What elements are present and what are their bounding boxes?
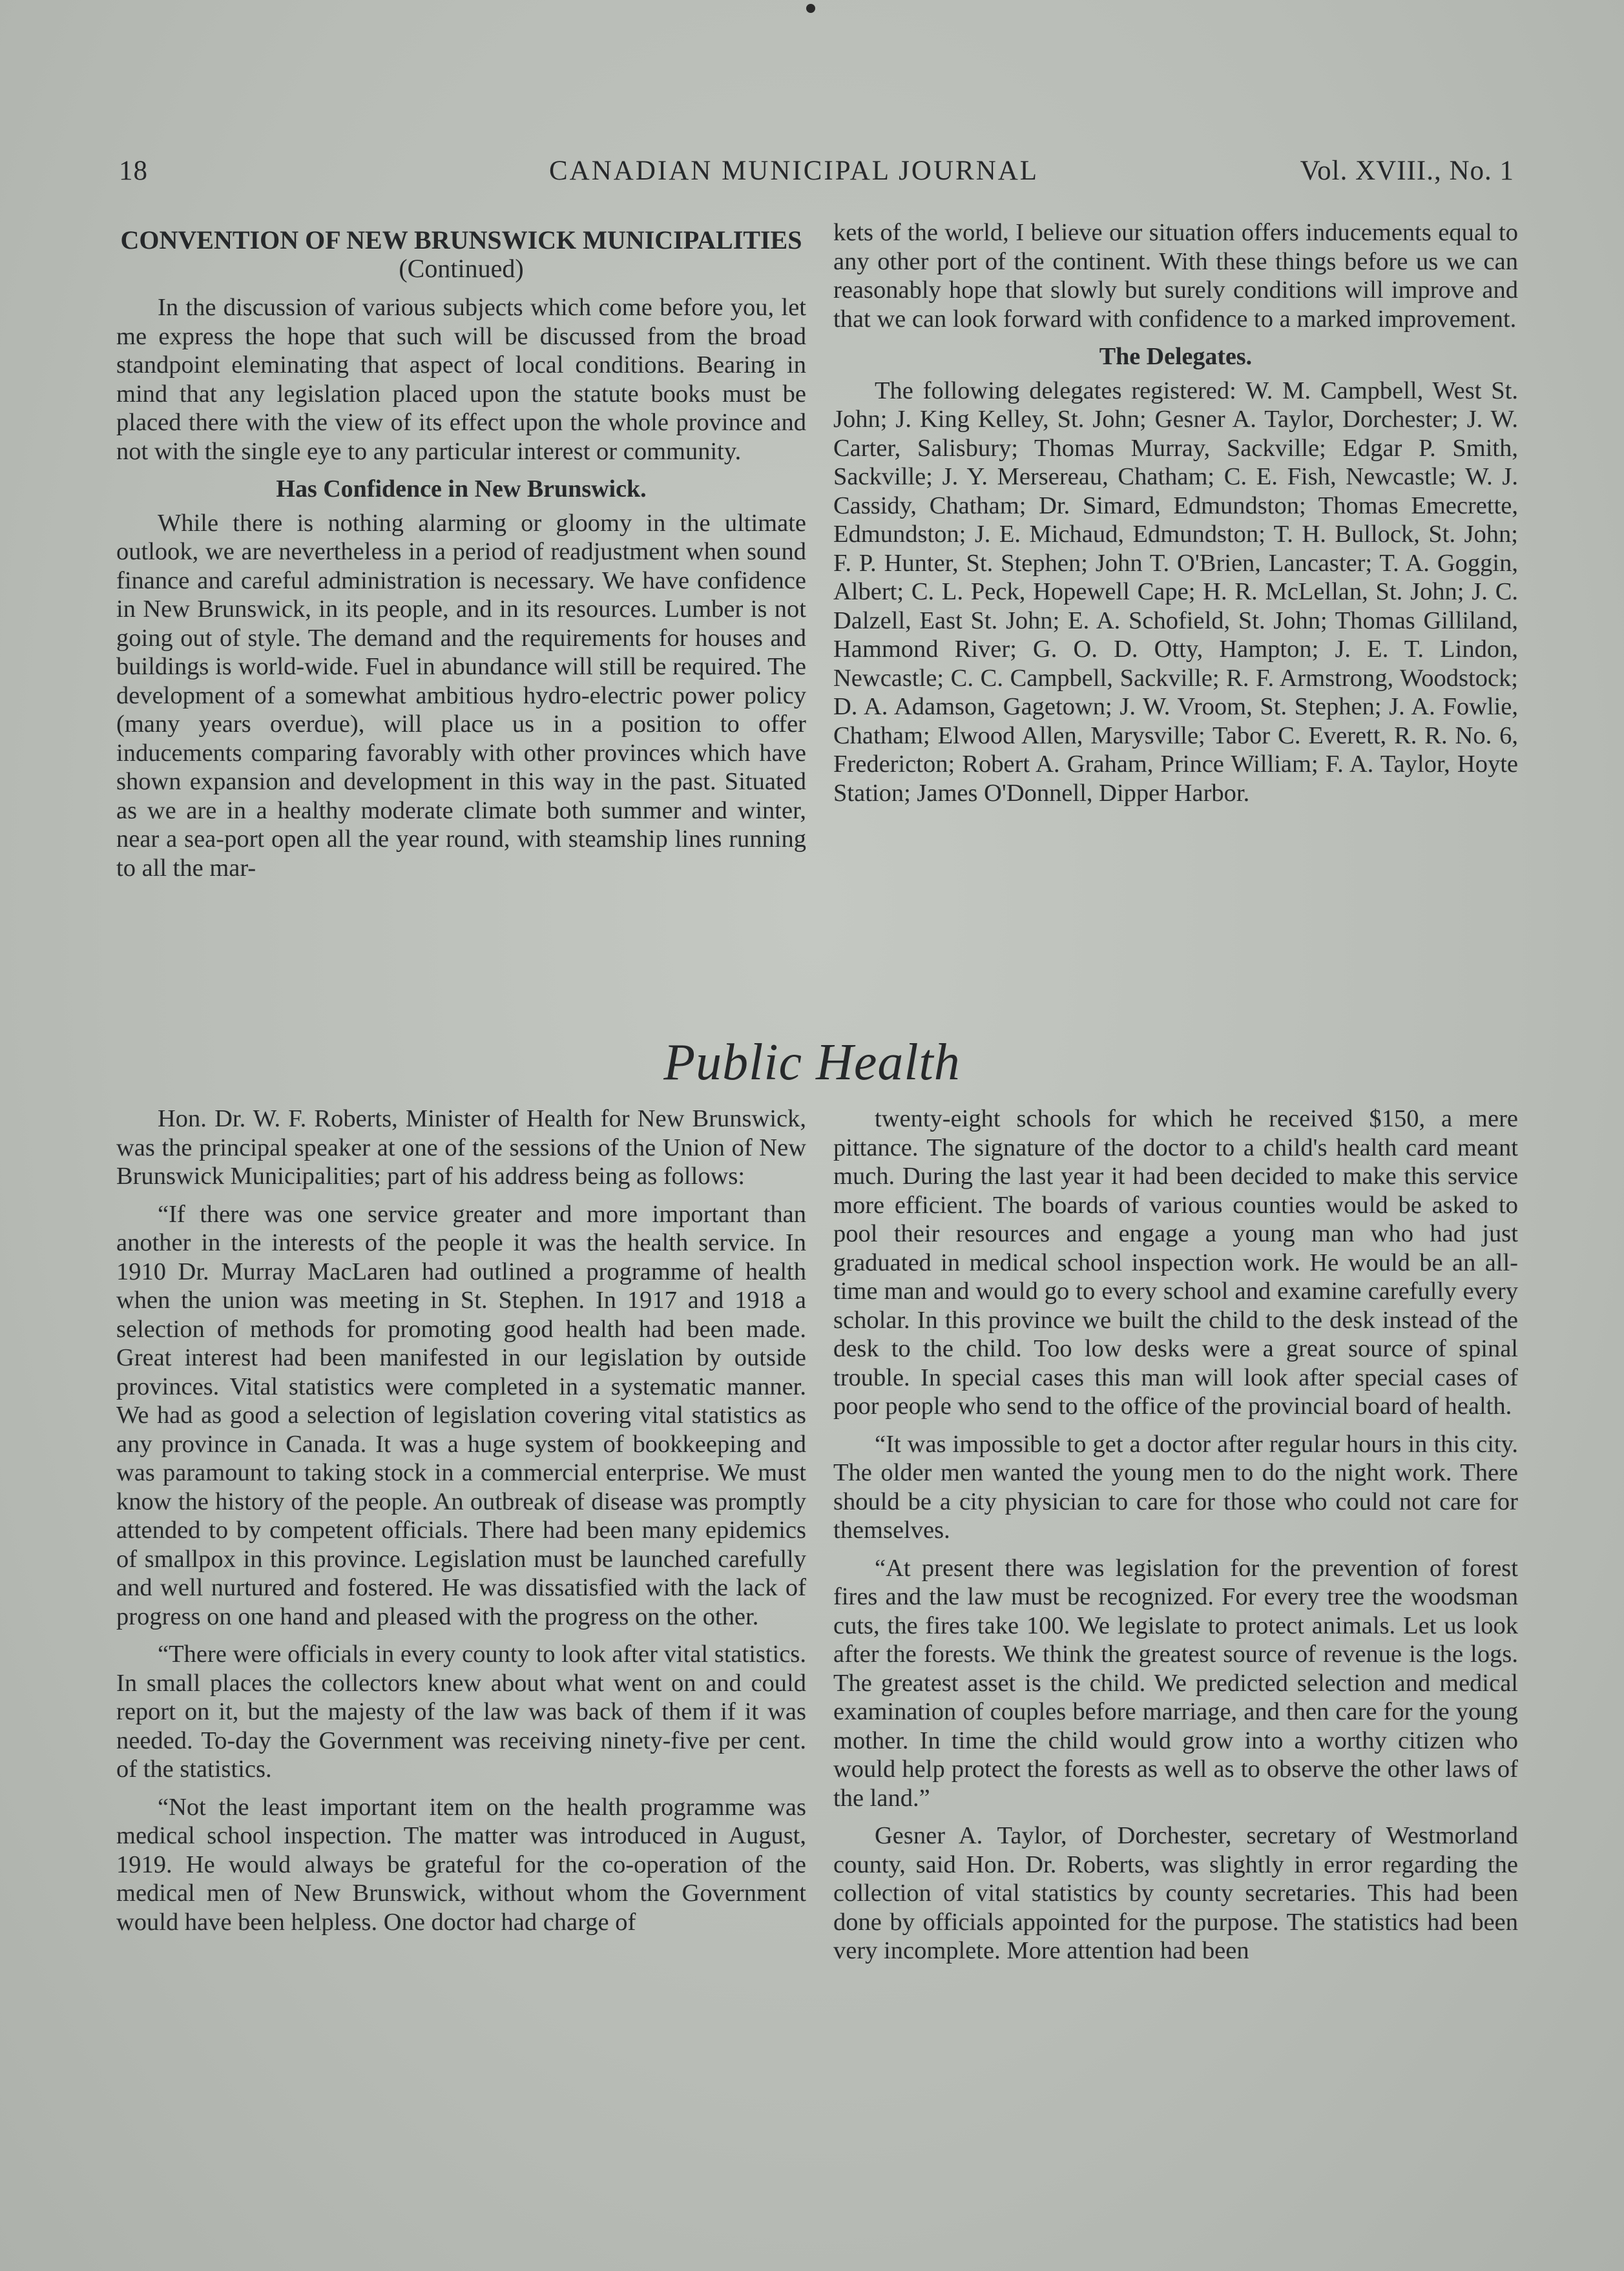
confidence-subheading: Has Confidence in New Brunswick. xyxy=(276,475,647,503)
convention-column-right xyxy=(833,218,1518,816)
convention-paragraph: In the discussion of various subjects which come before you, let me express the hope that such will be discussed from the broad standpoint eleminating that aspect of local conditions. Bearing in mind that any legislation placed upon the statute books must be placed there with the view of its effect upon the whole province and not with the single eye to any particular interest or community. xyxy=(116,294,806,465)
health-paragraph: “If there was one service greater and more important than another in the interests of the people it was the health service. In 1910 Dr. Murray MacLaren had outlined a programme of health when the union was meeting in St. Stephen. In 1917 and 1918 a selection of methods for promoting good health had been made. Great interest had been manifested in our legislation by outside provinces. Vital statistics were completed in a systematic manner. We had as good a selection of legislation covering vital statistics as any province in Canada. It was a huge system of bookkeeping and was paramount to taking stock in a commercial enterprise. We must know the history of the people. An outbreak of disease was promptly attended to by competent officials. There had been many epidemics of smallpox in this province. Legislation must be launched carefully and well nurtured and fostered. He was dissatisfied with the lack of progress on one hand and pleased with the progress on the other. xyxy=(116,1200,806,1630)
journal-title: CANADIAN MUNICIPAL JOURNAL xyxy=(549,156,1039,186)
volume-label: Vol. XVIII., No. 1 xyxy=(1300,156,1514,186)
convention-title xyxy=(116,226,806,283)
health-paragraph: “Not the least important item on the health programme was medical school inspection. The matter was introduced in August, 1919. He would always be grateful for the co-operation of the medical men of New Brunswick, without whom the Government would have been helpless. One doctor had charge of xyxy=(116,1793,806,1936)
continued-label: (Continued) xyxy=(399,254,524,283)
convention-title-text: CONVENTION OF NEW BRUNSWICK MUNICIPALITIES xyxy=(120,225,802,254)
delegates-list: The following delegates registered: W. M. Campbell, West St. John; J. King Kelley, St. John; Gesner A. Taylor, Dorchester; J. W. Carter, Salisbury; Thomas Murray, Sackville; Edgar P. Smith, Sackville; J. Y. Mersereau, Chatham; C. E. Fish, Newcastle; W. J. Cassidy, Chatham; Dr. Simard, Edmundston; Thomas Emecrette, Edmundston; J. E. Michaud, Edmundston; T. H. Bullock, St. John; F. P. Hunter, St. Stephen; John T. O'Brien, Lancaster; T. A. Goggin, Albert; C. L. Peck, Hopewell Cape; H. R. McLellan, St. John; J. C. Dalzell, East St. John; E. A. Schofield, St. John; Thomas Gilliland, Hammond River; G. O. D. Otty, Hampton; J. E. T. Lindon, Newcastle; C. C. Campbell, Sackville; R. F. Armstrong, Woodstock; D. A. Adamson, Gagetown; J. W. Vroom, St. Stephen; J. A. Fowlie, Chatham; Elwood Allen, Marysville; Tabor C. Everett, R. R. No. 6, Fredericton; Robert A. Graham, Prince William; F. A. Taylor, Hoyte Station; James O'Donnell, Dipper Harbor. xyxy=(833,377,1518,807)
confidence-paragraph-continued: kets of the world, I believe our situation offers inducements equal to any other port of the continent. With these things before us we can reasonably hope that slowly but surely conditions will improve and that we can look forward with confidence to a marked improvement. xyxy=(833,219,1518,333)
public-health-title: Public Health xyxy=(663,1034,961,1091)
confidence-paragraph: While there is nothing alarming or gloomy in the ultimate outlook, we are nevertheless in a period of readjustment when sound finance and careful administration is necessary. We have confidence in New Brunswick, in its people, and in its resources. Lumber is not going out of style. The demand and the requirements for houses and buildings is world-wide. Fuel in abundance will still be required. The development of a somewhat ambitious hydro-electric power policy (many years overdue), will place us in a position to offer inducements comparing favorably with other provinces which have shown expansion and development in this way in the past. Situated as we are in a healthy moderate climate both summer and winter, near a sea-port open all the year round, with steamship lines running to all the mar- xyxy=(116,509,806,882)
health-paragraph: “At present there was legislation for the prevention of forest fires and the law must be recognized. For every tree the woodsman cuts, the fires take 100. We legislate to protect animals. Let us look after the forests. We think the greatest source of revenue is the logs. The greatest asset is the child. We predicted selection and medical examination of couples before marriage, and then care for the young mother. In time the child would grow into a worthy citizen who would help protect the forests as well as to observe the other laws of the land.” xyxy=(833,1554,1518,1812)
public-health-column-left xyxy=(116,1104,806,1945)
convention-column-left xyxy=(116,226,806,891)
health-paragraph: “There were officials in every county to look after vital statistics. In small places the collectors knew about what went on and could report on it, but the majesty of the law was back of them if it was needed. To-day the Government was receiving ninety-five per cent. of the statistics. xyxy=(116,1641,806,1783)
public-health-column-right xyxy=(833,1104,1518,1975)
ink-dot xyxy=(806,4,815,13)
page-number: 18 xyxy=(119,156,148,186)
health-paragraph: Gesner A. Taylor, of Dorchester, secretary of Westmorland county, said Hon. Dr. Roberts, was slightly in error regarding the collection of vital statistics by county secretaries. This had been done by officials appointed for the purpose. The statistics had been very incomplete. More attention had been xyxy=(833,1822,1518,1964)
health-paragraph: Hon. Dr. W. F. Roberts, Minister of Health for New Brunswick, was the principal speaker at one of the sessions of the Union of New Brunswick Municipalities; part of his address being as follows: xyxy=(116,1105,806,1190)
health-paragraph: “It was impossible to get a doctor after regular hours in this city. The older men wanted the young men to do the night work. There should be a city physician to care for those who could not care for themselves. xyxy=(833,1430,1518,1544)
delegates-subheading: The Delegates. xyxy=(1099,343,1253,370)
health-paragraph-continued: twenty-eight schools for which he received $150, a mere pittance. The signature of the doctor to a child's health card meant much. During the last year it had been decided to make this service more efficient. The boards of various counties would be asked to pool their resources and engage a young man who had just graduated in medical school inspection work. He would be an all-time man and would go to every school and examine carefully every scholar. In this province we built the child to the desk instead of the desk to the child. Too low desks were a great source of spinal trouble. In special cases this man will look after special cases of poor people who send to the office of the provincial board of health. xyxy=(833,1105,1518,1420)
